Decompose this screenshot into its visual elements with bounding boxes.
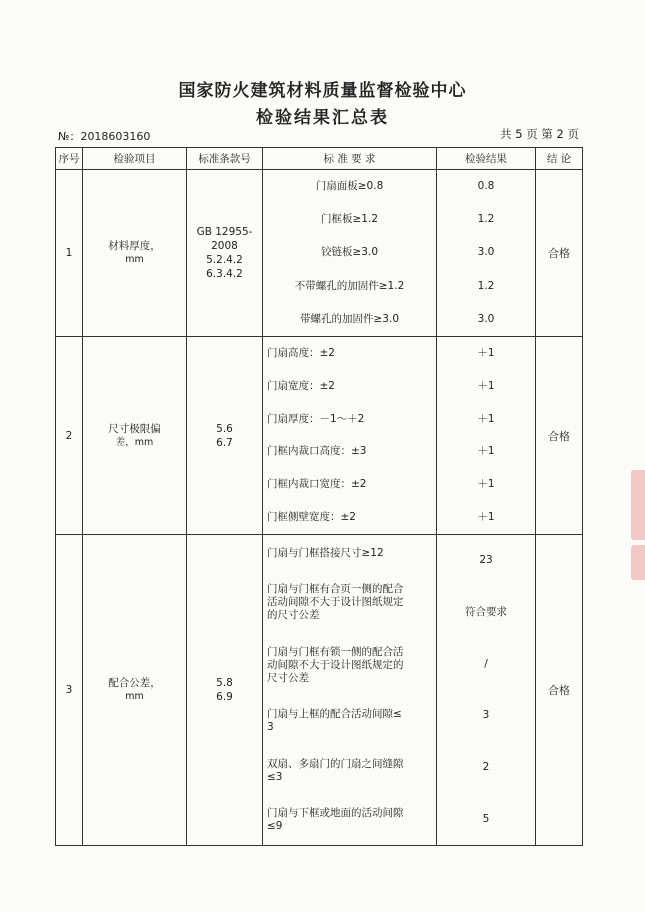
row-index: 1 <box>56 170 83 337</box>
conclusion: 合格 <box>536 170 583 337</box>
requirement-text <box>263 478 436 491</box>
result-value: ＋1 <box>477 445 495 458</box>
standard-clause-line: 6.3.4.2 <box>206 268 243 280</box>
inspection-item-line: 差，mm <box>115 436 154 448</box>
result-value: 1.2 <box>477 213 495 226</box>
header-item: 检验项目 <box>83 148 187 170</box>
result-cell <box>437 535 536 846</box>
result-value: ＋1 <box>477 478 495 491</box>
standard-clause-line: 5.2.4.2 <box>206 254 243 266</box>
row-index: 2 <box>56 337 83 535</box>
requirement-line: 3 <box>267 721 274 734</box>
requirement-line: 门扇高度：±2 <box>267 346 335 359</box>
requirement-line: 动间隙不大于设计图纸规定的 <box>267 658 404 671</box>
header-result: 检验结果 <box>437 148 536 170</box>
result-value: ＋1 <box>477 379 495 392</box>
header-seq: 序号 <box>56 148 83 170</box>
requirement-text <box>263 280 436 293</box>
table-row <box>56 337 583 535</box>
requirement-line: 门扇与门框搭接尺寸≥12 <box>267 546 384 559</box>
requirement-text <box>263 708 436 734</box>
requirement-text <box>263 347 436 360</box>
result-value: 符合要求 <box>465 605 507 618</box>
result-value: 0.8 <box>477 180 495 193</box>
result-value: 1.2 <box>477 279 495 292</box>
requirement-text <box>263 547 436 560</box>
result-value: 23 <box>479 554 493 567</box>
requirement-line: 门扇与门框有合页一侧的配合 <box>267 583 404 596</box>
conclusion: 合格 <box>536 535 583 846</box>
result-value: ＋1 <box>477 511 495 524</box>
requirement-text <box>263 758 436 784</box>
inspection-item <box>83 170 187 337</box>
standard-clause <box>187 337 263 535</box>
result-cell <box>437 337 536 535</box>
standard-clause-line: 2008 <box>211 240 238 252</box>
inspection-item-line: 材料厚度， <box>108 240 161 252</box>
red-stamp-fragment <box>631 545 645 580</box>
inspection-item-line: 尺寸极限偏 <box>108 422 161 435</box>
table-header-row <box>56 148 583 170</box>
requirement-cell <box>263 535 437 846</box>
requirement-text <box>263 246 436 259</box>
requirement-line: ≤3 <box>267 770 283 783</box>
requirement-text <box>263 380 436 393</box>
red-stamp-fragment <box>631 470 645 540</box>
standard-clause <box>187 535 263 846</box>
result-value: 2 <box>482 760 490 773</box>
header-conclusion: 结 论 <box>536 148 583 170</box>
requirement-line: 门扇宽度：±2 <box>267 379 335 392</box>
inspection-item <box>83 535 187 846</box>
standard-clause <box>187 170 263 337</box>
result-value: 3.0 <box>477 312 495 325</box>
requirement-line: 铰链板≥3.0 <box>321 246 378 259</box>
row-index: 3 <box>56 535 83 846</box>
result-value: ＋1 <box>477 346 495 359</box>
result-value: 3 <box>482 709 490 722</box>
result-value: 3.0 <box>477 246 495 259</box>
requirement-line: 不带螺孔的加固件≥1.2 <box>294 279 405 292</box>
requirement-line: 门扇厚度：－1～＋2 <box>267 412 365 425</box>
requirement-text <box>263 445 436 458</box>
requirement-line: 门框内裁口高度：±3 <box>267 445 367 458</box>
requirement-line: 的尺寸公差 <box>267 609 320 622</box>
standard-clause-line: GB 12955- <box>196 226 253 238</box>
header-requirement: 标 准 要 求 <box>263 148 437 170</box>
requirement-line: 门扇与上框的配合活动间隙≤ <box>267 708 402 721</box>
requirement-line: 门框板≥1.2 <box>321 213 378 226</box>
requirement-text <box>263 646 436 685</box>
requirement-text <box>263 807 436 833</box>
requirement-line: 带螺孔的加固件≥3.0 <box>300 312 399 325</box>
inspection-item-line: mm <box>125 691 144 702</box>
requirement-line: 门扇与下框或地面的活动间隙 <box>267 807 404 820</box>
conclusion: 合格 <box>536 337 583 535</box>
requirement-line: ≤9 <box>267 820 283 833</box>
table-row <box>56 535 583 846</box>
requirement-text <box>263 511 436 524</box>
inspection-item <box>83 337 187 535</box>
requirement-cell <box>263 337 437 535</box>
requirement-line: 尺寸公差 <box>267 671 309 684</box>
report-number: №：2018603160 <box>58 130 151 143</box>
standard-clause-line: 6.7 <box>216 436 233 449</box>
standard-clause-line: 5.8 <box>216 677 233 689</box>
header-clause: 标准条款号 <box>187 148 263 170</box>
results-table <box>55 147 583 846</box>
result-value: 5 <box>482 812 490 825</box>
requirement-text <box>263 313 436 326</box>
page-subtitle: 检验结果汇总表 <box>256 108 389 128</box>
standard-clause-line: 5.6 <box>216 422 233 435</box>
result-value: / <box>484 657 488 670</box>
requirement-line: 双扇、多扇门的门扇之间缝隙 <box>267 757 404 770</box>
requirement-cell <box>263 170 437 337</box>
page-title: 国家防火建筑材料质量监督检验中心 <box>178 81 467 101</box>
requirement-line: 门扇面板≥0.8 <box>315 180 384 193</box>
requirement-text <box>263 180 436 193</box>
table-row <box>56 170 583 337</box>
result-value: ＋1 <box>477 412 495 425</box>
requirement-text <box>263 583 436 622</box>
requirement-text <box>263 213 436 226</box>
requirement-line: 门框内裁口宽度：±2 <box>267 478 367 491</box>
standard-clause-line: 6.9 <box>216 691 233 703</box>
requirement-text <box>263 413 436 426</box>
page-count: 共 5 页 第 2 页 <box>500 127 579 141</box>
inspection-item-line: 配合公差， <box>108 677 161 689</box>
requirement-line: 门框侧壁宽度：±2 <box>267 511 356 524</box>
requirement-line: 门扇与门框有锁一侧的配合活 <box>267 645 404 658</box>
result-cell <box>437 170 536 337</box>
requirement-line: 活动间隙不大于设计图纸规定 <box>267 596 404 609</box>
inspection-item-line: mm <box>125 254 144 265</box>
